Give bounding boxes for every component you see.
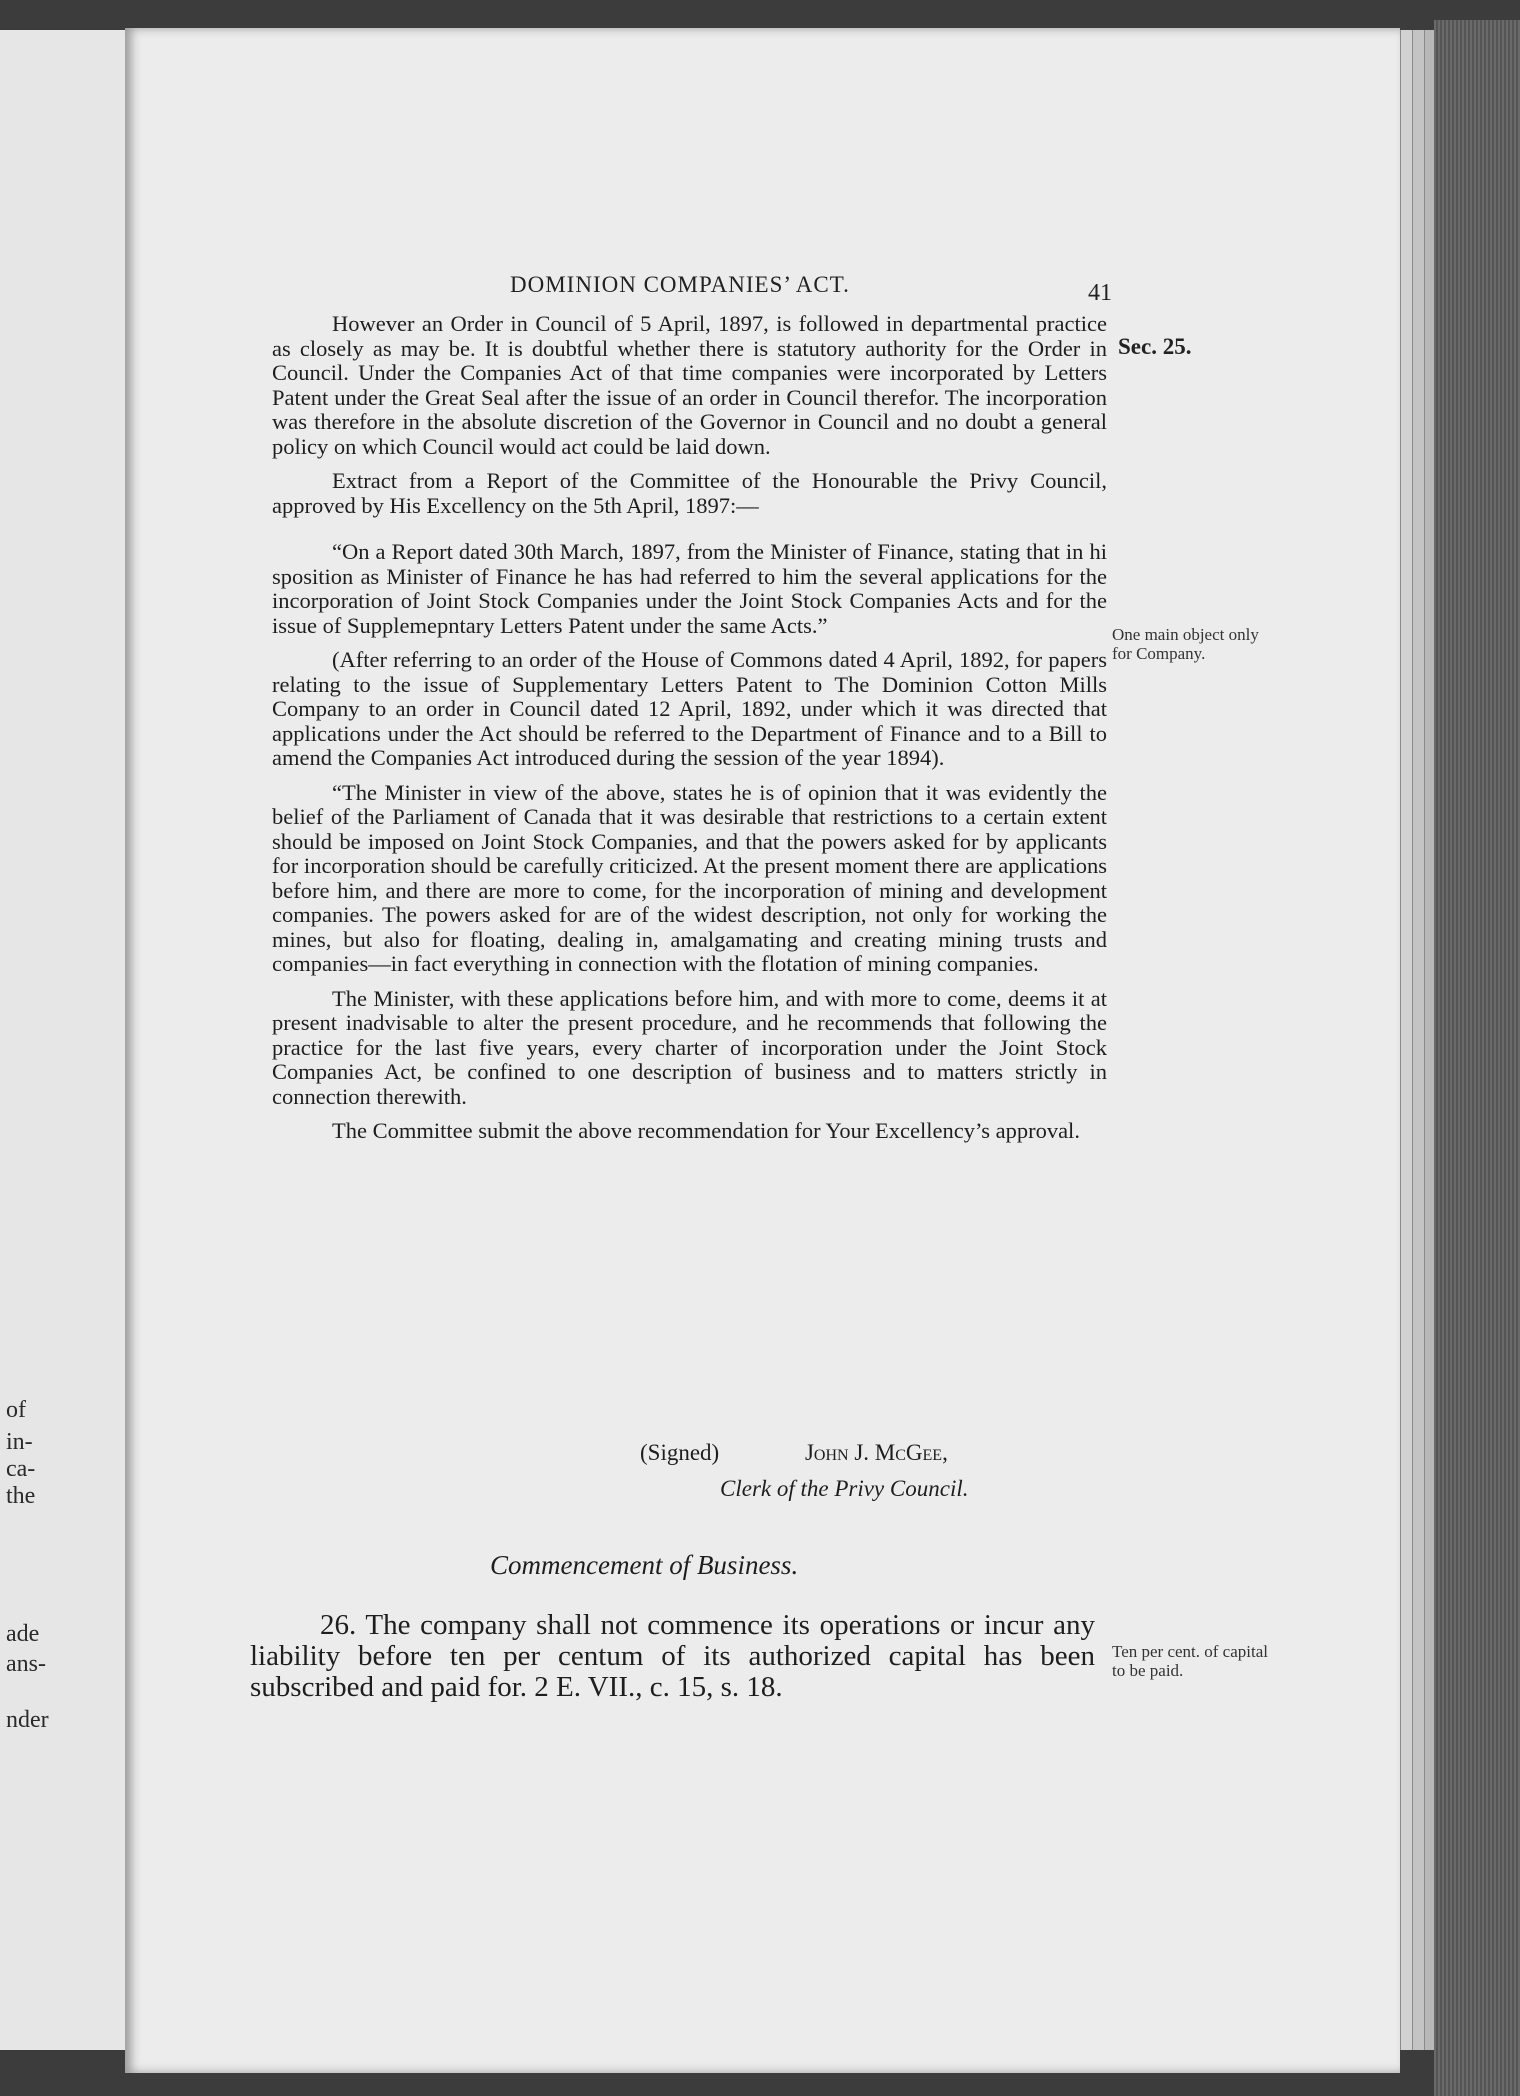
signatory-name: John J. McGee, [804, 1440, 948, 1465]
left-page-fragment: in- [6, 1429, 33, 1455]
book-block-edges [1434, 20, 1520, 2096]
paragraph: “On a Report dated 30th March, 1897, from the Minister of Finance, stating that in hi sposition as Minister of Finance he has had referred to him the several applications for the incorporation of Joint Stock Companies under the Joint Stock Companies Acts and for the issue of Supplemepntary Letters Patent under the same Acts.” [272, 539, 1107, 638]
signed-label: (Signed) [640, 1440, 720, 1465]
margin-note: Ten per cent. of capital to be paid. [1112, 1642, 1268, 1680]
signatory-title: Clerk of the Privy Council. [720, 1476, 969, 1501]
page-number: 41 [1088, 280, 1112, 306]
section-26 [250, 1610, 1095, 1703]
left-page-fragment: of [6, 1397, 26, 1423]
paragraph: The Committee submit the above recommendation for Your Excellency’s approval. [332, 1118, 1080, 1143]
left-page-fragment: ca- [6, 1456, 36, 1482]
left-page-fragment: ans- [6, 1651, 46, 1677]
paragraph: (After referring to an order of the House of Commons dated 4 April, 1892, for papers relating to the issue of Supplementary Letters Patent to The Dominion Cotton Mills Company to an order in Council dated 12 April, 1892, under which it was directed that applications under the Act should be referred to the Department of Finance and to a Bill to amend the Companies Act introduced during the session of the year 1894). [272, 647, 1107, 770]
left-page-fragment: ade [6, 1621, 40, 1647]
margin-note: One main object only for Company. [1112, 625, 1259, 663]
paragraph: “The Minister in view of the above, states he is of opinion that it was evidently the belief of the Parliament of Canada that it was desirable that restrictions to a certain extent should be imposed on Joint Stock Companies, and that the powers asked for by applicants for incorporation should be carefully criticized. At the present moment there are applications before him, and there are more to come, for the incorporation of mining and development companies. The powers asked for are of the widest description, not only for working the mines, but also for floating, dealing in, amalgamating and creating mining trusts and companies—in fact everything in connection with the flotation of mining companies. [272, 779, 1107, 976]
body-text [272, 312, 1107, 1154]
running-header: DOMINION COMPANIES’ ACT. [510, 272, 850, 297]
paragraph: The Minister, with these applications before him, and with more to come, deems it at present inadvisable to alter the present procedure, and he recommends that following the practice for the last five years, every charter of incorporation under the Joint Stock Companies Act, be confined to one description of business and to matters strictly in connection therewith. [272, 985, 1107, 1109]
left-page-fragment: nder [6, 1707, 49, 1733]
paragraph: Extract from a Report of the Committee of the Honourable the Privy Council, approved by His Excellency on the 5th April, 1897:— [272, 468, 1107, 518]
section-26-text: 26. The company shall not commence its operations or incur any liability before ten per centum of its authorized capital has been subscribed and paid for. 2 E. VII., c. 15, s. 18. [250, 1609, 1095, 1703]
section-heading: Commencement of Business. [490, 1550, 799, 1580]
left-page-fragment: the [6, 1483, 36, 1509]
paragraph: However an Order in Council of 5 April, 1897, is followed in departmental practice as closely as may be. It is doubtful whether there is statutory authority for the Order in Council. Under the Companies Act of that time companies were incorporated by Letters Patent under the Great Seal after the issue of an order in Council therefor. The incorporation was therefore in the absolute discretion of the Governor in Council and no doubt a general policy on which Council would act could be laid down. [272, 311, 1107, 459]
section-label: Sec. 25. [1118, 334, 1192, 359]
signature-line [640, 1440, 948, 1466]
